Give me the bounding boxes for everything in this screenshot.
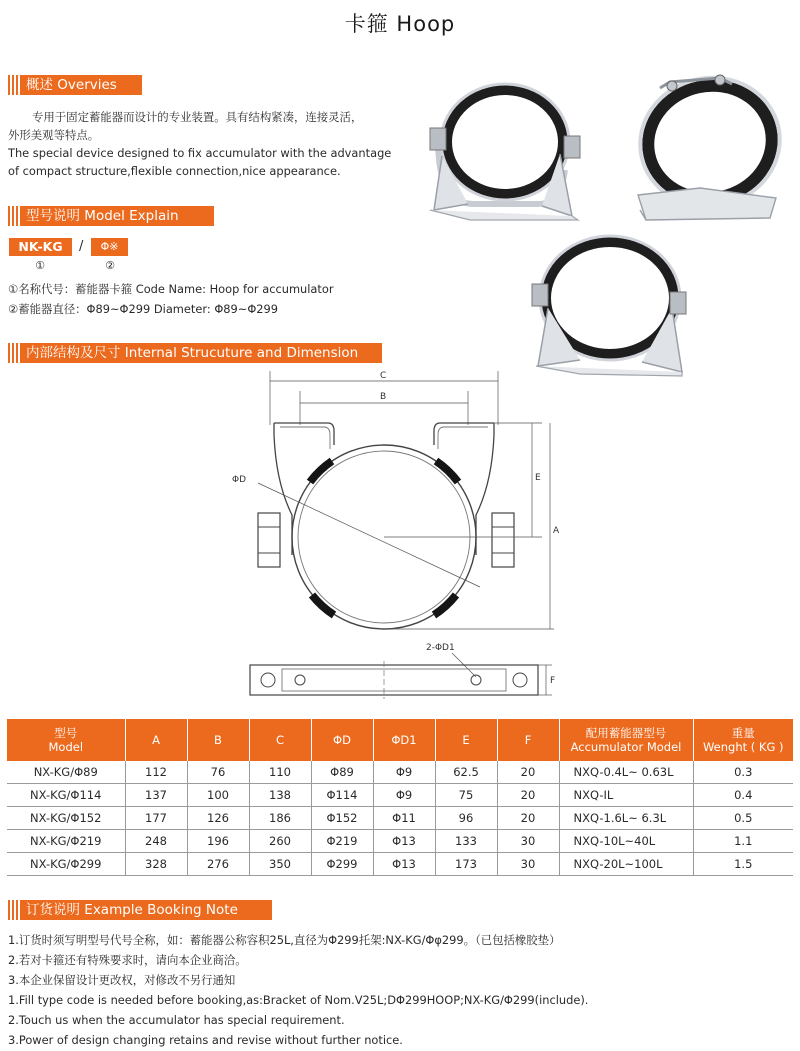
table-header-row [7, 719, 793, 761]
cell-d: Φ89 [311, 761, 373, 784]
marker-2: ② [105, 259, 115, 272]
cell-c: 110 [249, 761, 311, 784]
diameter-code-box: Φ※ [91, 238, 128, 256]
cell-b: 196 [187, 830, 249, 853]
th-b: B [187, 719, 249, 761]
marker-1: ① [35, 259, 45, 272]
overview-en-line1: The special device designed to fix accumulator with the advantage [8, 146, 392, 160]
th-weight: 重量 Wenght ( KG ) [693, 719, 793, 761]
cell-e: 173 [435, 853, 497, 876]
code-name-line: ①名称代号：蓄能器卡箍 Code Name: Hoop for accumulator [8, 282, 334, 296]
cell-b: 126 [187, 807, 249, 830]
cell-f: 30 [497, 853, 559, 876]
cell-weight: 1.1 [693, 830, 793, 853]
dimension-drawing [230, 365, 570, 710]
booking-note-5: 2.Touch us when the accumulator has special requirement. [8, 1013, 345, 1027]
cell-weight: 0.4 [693, 784, 793, 807]
cell-accumulator: NXQ-20L~100L [559, 853, 693, 876]
th-c: C [249, 719, 311, 761]
hoop-photo-2 [628, 70, 792, 220]
th-d1: ΦD1 [373, 719, 435, 761]
booking-header [0, 900, 272, 920]
cell-e: 62.5 [435, 761, 497, 784]
dim-label-d1: 2-ΦD1 [426, 643, 455, 653]
cell-b: 76 [187, 761, 249, 784]
table-row [7, 853, 793, 876]
booking-note-4: 1.Fill type code is needed before booking,as:Bracket of Nom.V25L;DΦ299HOOP;NX-KG/Φ299(include). [8, 993, 589, 1007]
cell-a: 328 [125, 853, 187, 876]
cell-e: 133 [435, 830, 497, 853]
booking-note-2: 2.若对卡箍还有特殊要求时，请向本企业商洽。 [8, 953, 247, 967]
dim-label-e: E [535, 473, 541, 483]
cell-accumulator: NXQ-IL [559, 784, 693, 807]
cell-weight: 1.5 [693, 853, 793, 876]
overview-header [0, 75, 142, 95]
th-d: ΦD [311, 719, 373, 761]
th-f: F [497, 719, 559, 761]
model-explain-header-label: 型号说明 Model Explain [20, 206, 214, 226]
cell-a: 137 [125, 784, 187, 807]
dim-label-f: F [550, 676, 556, 686]
th-model: 型号 Model [7, 719, 125, 761]
table-row [7, 807, 793, 830]
cell-d1: Φ13 [373, 830, 435, 853]
cell-b: 100 [187, 784, 249, 807]
model-code-box: NK-KG [9, 238, 72, 256]
spec-table [7, 719, 793, 876]
dim-label-a: A [553, 526, 560, 536]
th-accumulator: 配用蓄能器型号 Accumulator Model [559, 719, 693, 761]
cell-a: 177 [125, 807, 187, 830]
cell-c: 350 [249, 853, 311, 876]
cell-a: 248 [125, 830, 187, 853]
hoop-photo-1 [430, 84, 580, 220]
cell-d1: Φ9 [373, 761, 435, 784]
overview-cn-line1: 专用于固定蓄能器而设计的专业装置。具有结构紧凑，连接灵活， [32, 110, 363, 124]
overview-header-label: 概述 Overvies [20, 75, 142, 95]
cell-d: Φ114 [311, 784, 373, 807]
cell-c: 260 [249, 830, 311, 853]
booking-note-6: 3.Power of design changing retains and revise without further notice. [8, 1033, 403, 1047]
cell-d1: Φ9 [373, 784, 435, 807]
cell-f: 20 [497, 807, 559, 830]
cell-model: NX-KG/Φ152 [7, 807, 125, 830]
page-title: 卡箍 Hoop [344, 12, 456, 36]
model-explain-header [0, 206, 214, 226]
booking-note-3: 3.本企业保留设计更改权，对修改不另行通知 [8, 973, 236, 987]
overview-en-line2: of compact structure,flexible connection,nice appearance. [8, 164, 341, 178]
structure-header [0, 343, 382, 363]
cell-d1: Φ13 [373, 853, 435, 876]
cell-c: 186 [249, 807, 311, 830]
cell-f: 30 [497, 830, 559, 853]
table-row [7, 830, 793, 853]
cell-model: NX-KG/Φ299 [7, 853, 125, 876]
cell-c: 138 [249, 784, 311, 807]
hoop-photo-3 [532, 236, 686, 376]
cell-d1: Φ11 [373, 807, 435, 830]
cell-b: 276 [187, 853, 249, 876]
th-e: E [435, 719, 497, 761]
table-row [7, 784, 793, 807]
cell-d: Φ219 [311, 830, 373, 853]
cell-e: 96 [435, 807, 497, 830]
cell-f: 20 [497, 761, 559, 784]
product-photos [420, 70, 800, 390]
dim-label-c: C [380, 371, 387, 381]
th-a: A [125, 719, 187, 761]
dim-label-d: ΦD [232, 475, 247, 485]
dim-label-b: B [380, 392, 387, 402]
overview-cn-line2: 外形美观等特点。 [8, 128, 100, 142]
cell-model: NX-KG/Φ219 [7, 830, 125, 853]
cell-accumulator: NXQ-1.6L~ 6.3L [559, 807, 693, 830]
cell-accumulator: NXQ-0.4L~ 0.63L [559, 761, 693, 784]
booking-note-1: 1.订货时须写明型号代号全称，如：蓄能器公称容积25L,直径为Φ299托架:NX-KG/Φφ299。（已包括橡胶垫） [8, 933, 561, 947]
structure-header-label: 内部结构及尺寸 Internal Strucuture and Dimension [20, 343, 382, 363]
cell-f: 20 [497, 784, 559, 807]
cell-model: NX-KG/Φ89 [7, 761, 125, 784]
cell-accumulator: NXQ-10L~40L [559, 830, 693, 853]
cell-a: 112 [125, 761, 187, 784]
model-code-separator: / [79, 239, 84, 254]
cell-e: 75 [435, 784, 497, 807]
cell-d: Φ152 [311, 807, 373, 830]
cell-weight: 0.3 [693, 761, 793, 784]
table-row [7, 761, 793, 784]
cell-model: NX-KG/Φ114 [7, 784, 125, 807]
booking-header-label: 订货说明 Example Booking Note [20, 900, 272, 920]
cell-weight: 0.5 [693, 807, 793, 830]
cell-d: Φ299 [311, 853, 373, 876]
diameter-line: ②蓄能器直径：Φ89~Φ299 Diameter: Φ89~Φ299 [8, 302, 279, 316]
